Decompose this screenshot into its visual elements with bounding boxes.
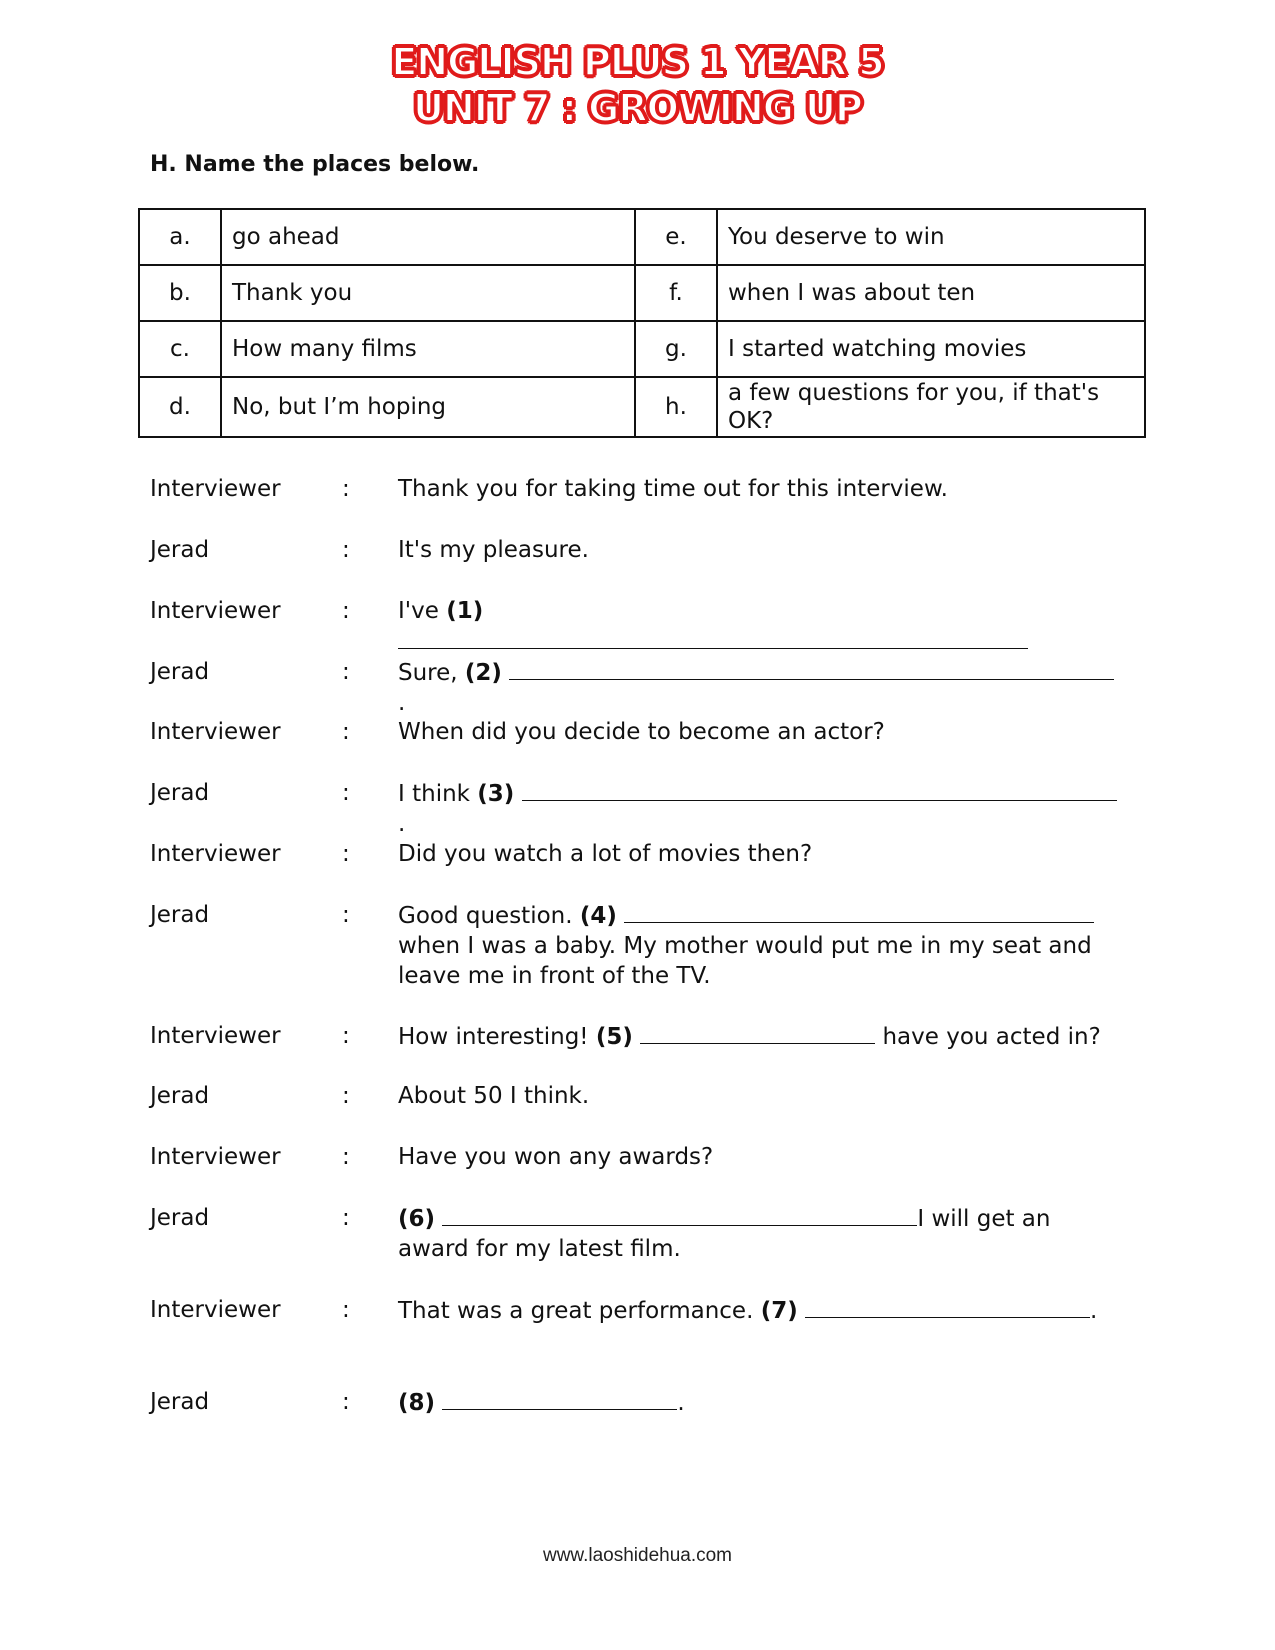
speaker-name: Interviewer: [150, 476, 281, 502]
speaker-name: Interviewer: [150, 719, 281, 745]
answer-blank-6[interactable]: [442, 1203, 917, 1226]
dialogue-text: About 50 I think.: [398, 1083, 590, 1109]
answer-blank-5[interactable]: [640, 1021, 875, 1044]
option-letter: b.: [139, 265, 221, 321]
footer-website: www.laoshidehua.com: [542, 1545, 733, 1566]
text-after-blank: .: [398, 811, 406, 837]
option-letter: a.: [139, 209, 221, 265]
dialogue-text: [398, 1295, 1158, 1326]
speaker-colon: :: [342, 1205, 350, 1231]
answer-blank-7[interactable]: [805, 1295, 1090, 1318]
option-letter: c.: [139, 321, 221, 377]
option-phrase: go ahead: [221, 209, 635, 265]
text-before-blank: Sure,: [398, 660, 465, 686]
speaker-name: Jerad: [150, 1389, 210, 1415]
blank-number: (8): [398, 1390, 436, 1416]
speaker-colon: :: [342, 598, 350, 624]
text-after-blank: .: [677, 1390, 685, 1416]
speaker-colon: :: [342, 659, 350, 685]
worksheet-title-line-1: ENGLISH PLUS 1 YEAR 5: [391, 40, 884, 84]
continuation-text: award for my latest film.: [398, 1236, 681, 1262]
speaker-colon: :: [342, 1083, 350, 1109]
speaker-colon: :: [342, 476, 350, 502]
dialogue-text: [398, 900, 1118, 991]
answer-blank-8[interactable]: [442, 1387, 677, 1410]
table-row: [139, 209, 1145, 265]
blank-number: (5): [595, 1024, 633, 1050]
option-phrase: when I was about ten: [717, 265, 1145, 321]
text-after-blank: .: [1090, 1298, 1098, 1324]
speaker-name: Jerad: [150, 1205, 210, 1231]
table-row: [139, 321, 1145, 377]
speaker-colon: :: [342, 1389, 350, 1415]
option-letter: f.: [635, 265, 717, 321]
text-before-blank: I've: [398, 598, 447, 624]
continuation-text: when I was a baby. My mother would put me in my seat and leave me in front of the TV.: [398, 933, 1092, 989]
dialogue-text: [398, 1387, 1118, 1418]
option-letter: d.: [139, 377, 221, 437]
blank-number: (4): [579, 903, 617, 929]
speaker-colon: :: [342, 841, 350, 867]
speaker-name: Interviewer: [150, 1144, 281, 1170]
dialogue-text: When did you decide to become an actor?: [398, 719, 885, 745]
speaker-colon: :: [342, 719, 350, 745]
speaker-name: Jerad: [150, 659, 210, 685]
blank-number: (6): [398, 1206, 436, 1232]
dialogue-text: Have you won any awards?: [398, 1144, 714, 1170]
option-letter: e.: [635, 209, 717, 265]
dialogue-text: Did you watch a lot of movies then?: [398, 841, 813, 867]
option-letter: g.: [635, 321, 717, 377]
speaker-colon: :: [342, 537, 350, 563]
speaker-name: Jerad: [150, 1083, 210, 1109]
exercise-instruction: H. Name the places below.: [150, 152, 480, 177]
dialogue-text: It's my pleasure.: [398, 537, 589, 563]
option-letter: h.: [635, 377, 717, 437]
dialogue-text: Thank you for taking time out for this interview.: [398, 476, 948, 502]
speaker-name: Jerad: [150, 780, 210, 806]
text-before-blank: Good question.: [398, 903, 580, 929]
table-row: [139, 265, 1145, 321]
dialogue-text: [398, 596, 1118, 657]
phrase-options-table: [138, 208, 1146, 438]
text-after-blank: .: [398, 690, 406, 716]
answer-blank-2[interactable]: [509, 657, 1114, 680]
blank-number: (3): [477, 781, 515, 807]
table-row: [139, 377, 1145, 437]
answer-blank-3[interactable]: [522, 778, 1117, 801]
speaker-colon: :: [342, 1023, 350, 1049]
text-before-blank: I think: [398, 781, 478, 807]
speaker-colon: :: [342, 1297, 350, 1323]
dialogue-text: [398, 1203, 1118, 1264]
speaker-colon: :: [342, 1144, 350, 1170]
worksheet-title-line-2: UNIT 7 : GROWING UP: [413, 86, 862, 130]
speaker-name: Jerad: [150, 902, 210, 928]
blank-number: (1): [446, 598, 484, 624]
dialogue-text: [398, 657, 1118, 718]
speaker-colon: :: [342, 902, 350, 928]
option-phrase: I started watching movies: [717, 321, 1145, 377]
option-phrase: You deserve to win: [717, 209, 1145, 265]
dialogue-text: [398, 1021, 1158, 1052]
speaker-name: Interviewer: [150, 598, 281, 624]
text-after-blank: I will get an: [917, 1206, 1051, 1232]
answer-blank-4[interactable]: [624, 900, 1094, 923]
text-before-blank: How interesting!: [398, 1024, 596, 1050]
speaker-name: Jerad: [150, 537, 210, 563]
text-before-blank: That was a great performance.: [398, 1298, 761, 1324]
option-phrase: a few questions for you, if that's OK?: [717, 377, 1145, 437]
blank-number: (2): [464, 660, 502, 686]
speaker-colon: :: [342, 780, 350, 806]
option-phrase: Thank you: [221, 265, 635, 321]
answer-blank-1[interactable]: [398, 626, 1028, 649]
dialogue-text: [398, 778, 1118, 839]
option-phrase: No, but I’m hoping: [221, 377, 635, 437]
speaker-name: Interviewer: [150, 1023, 281, 1049]
option-phrase: How many films: [221, 321, 635, 377]
speaker-name: Interviewer: [150, 1297, 281, 1323]
blank-number: (7): [760, 1298, 798, 1324]
text-after-blank: have you acted in?: [875, 1024, 1101, 1050]
speaker-name: Interviewer: [150, 841, 281, 867]
